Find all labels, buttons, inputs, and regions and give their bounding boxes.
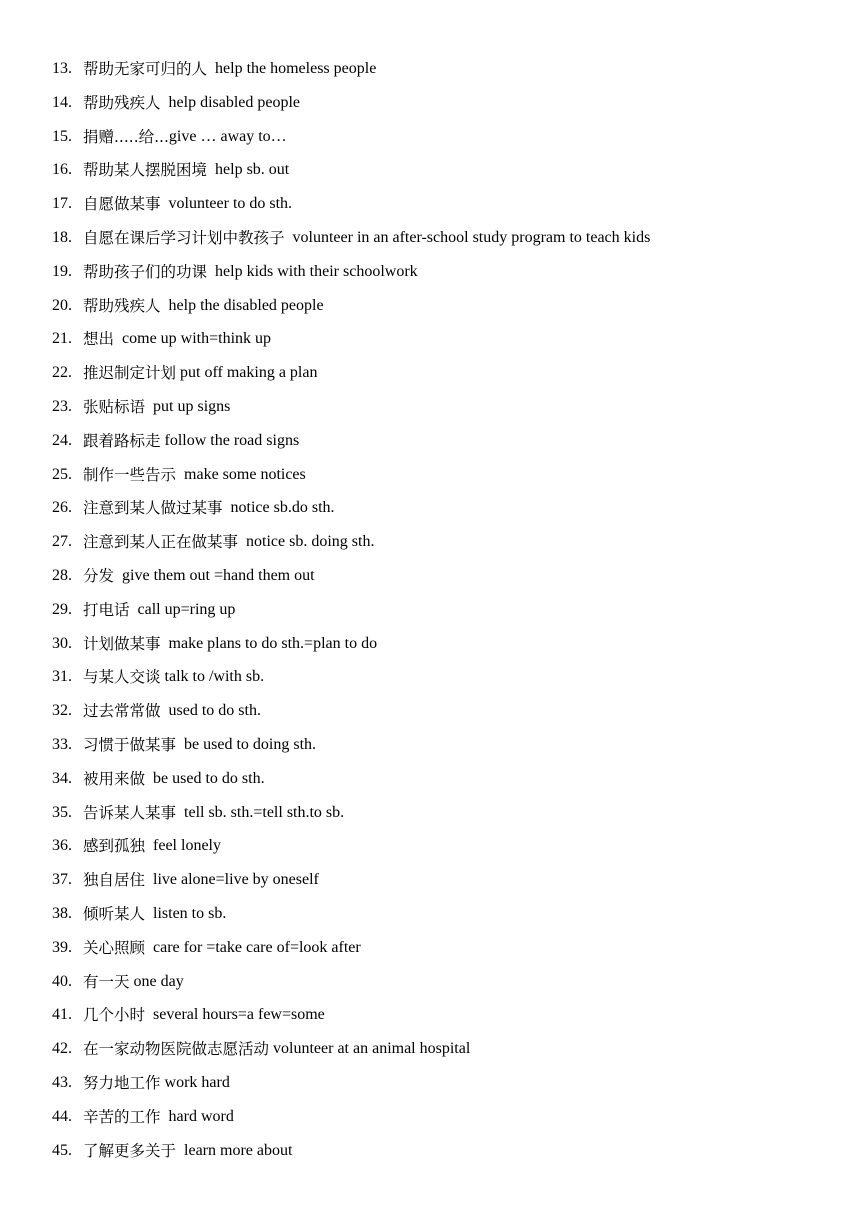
chinese-phrase: 制作一些告示 — [83, 465, 177, 484]
english-phrase: several hours=a few=some — [145, 1006, 325, 1024]
list-item — [52, 699, 650, 733]
item-number: 35. — [52, 803, 72, 821]
chinese-phrase: 注意到某人正在做某事 — [83, 533, 239, 552]
list-item — [52, 1071, 650, 1105]
chinese-phrase: 帮助残疾人 — [83, 93, 161, 112]
item-number: 16. — [52, 161, 72, 179]
item-number: 19. — [52, 262, 72, 280]
english-phrase: help kids with their schoolwork — [207, 262, 418, 280]
list-item — [52, 936, 650, 970]
list-item — [52, 632, 650, 666]
chinese-phrase: 分发 — [83, 566, 115, 585]
english-phrase: come up with=think up — [114, 330, 272, 348]
english-phrase: live alone=live by oneself — [145, 871, 319, 889]
english-phrase: used to do sth. — [160, 702, 261, 720]
list-item — [52, 767, 650, 801]
chinese-phrase: 几个小时 — [83, 1006, 146, 1025]
item-number: 25. — [52, 465, 72, 483]
list-item — [52, 327, 650, 361]
item-number: 41. — [52, 1006, 72, 1024]
list-item — [52, 361, 650, 395]
item-number: 14. — [52, 93, 72, 111]
chinese-phrase: 被用来做 — [83, 769, 146, 788]
chinese-phrase: 捐赠.....给... — [83, 127, 169, 146]
list-item — [52, 1037, 650, 1071]
item-number: 39. — [52, 938, 72, 956]
english-phrase: tell sb. sth.=tell sth.to sb. — [176, 803, 345, 821]
chinese-phrase: 与某人交谈 — [83, 668, 161, 687]
chinese-phrase: 感到孤独 — [83, 837, 146, 856]
list-item — [52, 158, 650, 192]
chinese-phrase: 计划做某事 — [83, 634, 161, 653]
chinese-phrase: 过去常常做 — [83, 702, 161, 721]
list-item — [52, 733, 650, 767]
list-item — [52, 970, 650, 1004]
list-item — [52, 226, 650, 260]
english-phrase: help the homeless people — [207, 60, 377, 77]
english-phrase: make plans to do sth.=plan to do — [160, 634, 378, 652]
chinese-phrase: 帮助无家可归的人 — [83, 60, 208, 78]
english-phrase: notice sb. doing sth. — [238, 533, 375, 551]
list-item — [52, 902, 650, 936]
chinese-phrase: 帮助残疾人 — [83, 296, 161, 315]
english-phrase: be used to do sth. — [145, 769, 265, 787]
item-number: 45. — [52, 1141, 72, 1159]
list-item — [52, 57, 650, 91]
item-number: 18. — [52, 228, 72, 246]
chinese-phrase: 习惯于做某事 — [83, 735, 177, 754]
english-phrase: volunteer at an animal hospital — [269, 1040, 471, 1058]
chinese-phrase: 努力地工作 — [83, 1073, 161, 1092]
list-item — [52, 598, 650, 632]
item-number: 31. — [52, 668, 72, 686]
list-item — [52, 192, 650, 226]
english-phrase: help disabled people — [160, 93, 301, 111]
english-phrase: care for =take care of=look after — [145, 938, 361, 956]
item-number: 44. — [52, 1107, 72, 1125]
english-phrase: one day — [129, 972, 184, 990]
english-phrase: put up signs — [145, 397, 231, 415]
english-phrase: give … away to… — [168, 127, 287, 145]
list-item — [52, 665, 650, 699]
item-number: 36. — [52, 837, 72, 855]
list-item — [52, 294, 650, 328]
list-item — [52, 564, 650, 598]
chinese-phrase: 注意到某人做过某事 — [83, 499, 223, 518]
item-number: 29. — [52, 600, 72, 618]
chinese-phrase: 打电话 — [83, 600, 130, 619]
item-number: 24. — [52, 431, 72, 449]
list-item — [52, 834, 650, 868]
list-item — [52, 1139, 650, 1173]
english-phrase: volunteer to do sth. — [160, 195, 293, 213]
item-number: 22. — [52, 364, 72, 382]
item-number: 32. — [52, 702, 72, 720]
chinese-phrase: 告诉某人某事 — [83, 803, 177, 822]
item-number: 33. — [52, 735, 72, 753]
list-item — [52, 395, 650, 429]
item-number: 13. — [52, 60, 72, 77]
english-phrase: notice sb.do sth. — [222, 499, 335, 517]
english-phrase: talk to /with sb. — [160, 668, 265, 686]
english-phrase: work hard — [160, 1073, 230, 1091]
list-item — [52, 463, 650, 497]
english-phrase: help sb. out — [207, 161, 290, 179]
chinese-phrase: 想出 — [83, 330, 115, 349]
english-phrase: volunteer in an after-school study program to teach kids — [284, 228, 651, 246]
item-number: 30. — [52, 634, 72, 652]
item-number: 38. — [52, 904, 72, 922]
item-number: 34. — [52, 769, 72, 787]
english-phrase: help the disabled people — [160, 296, 324, 314]
english-phrase: call up=ring up — [129, 600, 236, 618]
item-number: 37. — [52, 871, 72, 889]
item-number: 21. — [52, 330, 72, 348]
item-number: 20. — [52, 296, 72, 314]
english-phrase: make some notices — [176, 465, 306, 483]
chinese-phrase: 帮助某人摆脱困境 — [83, 161, 208, 180]
chinese-phrase: 跟着路标走 — [83, 431, 161, 450]
list-item — [52, 530, 650, 564]
item-number: 42. — [52, 1040, 72, 1058]
list-item — [52, 429, 650, 463]
chinese-phrase: 关心照顾 — [83, 938, 146, 957]
item-number: 23. — [52, 397, 72, 415]
english-phrase: put off making a plan — [176, 364, 318, 382]
list-item — [52, 868, 650, 902]
item-number: 40. — [52, 972, 72, 990]
list-item — [52, 496, 650, 530]
item-number: 28. — [52, 566, 72, 584]
item-number: 43. — [52, 1073, 72, 1091]
chinese-phrase: 独自居住 — [83, 871, 146, 890]
list-item — [52, 1105, 650, 1139]
chinese-phrase: 倾听某人 — [83, 904, 146, 923]
english-phrase: give them out =hand them out — [114, 566, 315, 584]
english-phrase: hard word — [160, 1107, 234, 1125]
item-number: 17. — [52, 195, 72, 213]
list-item — [52, 1003, 650, 1037]
item-number: 26. — [52, 499, 72, 517]
list-item — [52, 91, 650, 125]
item-number: 15. — [52, 127, 72, 145]
phrase-list — [52, 57, 650, 1172]
chinese-phrase: 推迟制定计划 — [83, 364, 177, 383]
chinese-phrase: 自愿在课后学习计划中教孩子 — [83, 228, 285, 247]
chinese-phrase: 了解更多关于 — [83, 1141, 177, 1160]
list-item — [52, 801, 650, 835]
chinese-phrase: 有一天 — [83, 972, 130, 991]
english-phrase: follow the road signs — [160, 431, 300, 449]
chinese-phrase: 帮助孩子们的功课 — [83, 262, 208, 281]
chinese-phrase: 张贴标语 — [83, 397, 146, 416]
list-item — [52, 125, 650, 159]
english-phrase: be used to doing sth. — [176, 735, 317, 753]
item-number: 27. — [52, 533, 72, 551]
chinese-phrase: 自愿做某事 — [83, 195, 161, 214]
english-phrase: feel lonely — [145, 837, 221, 855]
chinese-phrase: 辛苦的工作 — [83, 1107, 161, 1126]
list-item — [52, 260, 650, 294]
english-phrase: listen to sb. — [145, 904, 227, 922]
english-phrase: learn more about — [176, 1141, 293, 1159]
chinese-phrase: 在一家动物医院做志愿活动 — [83, 1040, 270, 1059]
